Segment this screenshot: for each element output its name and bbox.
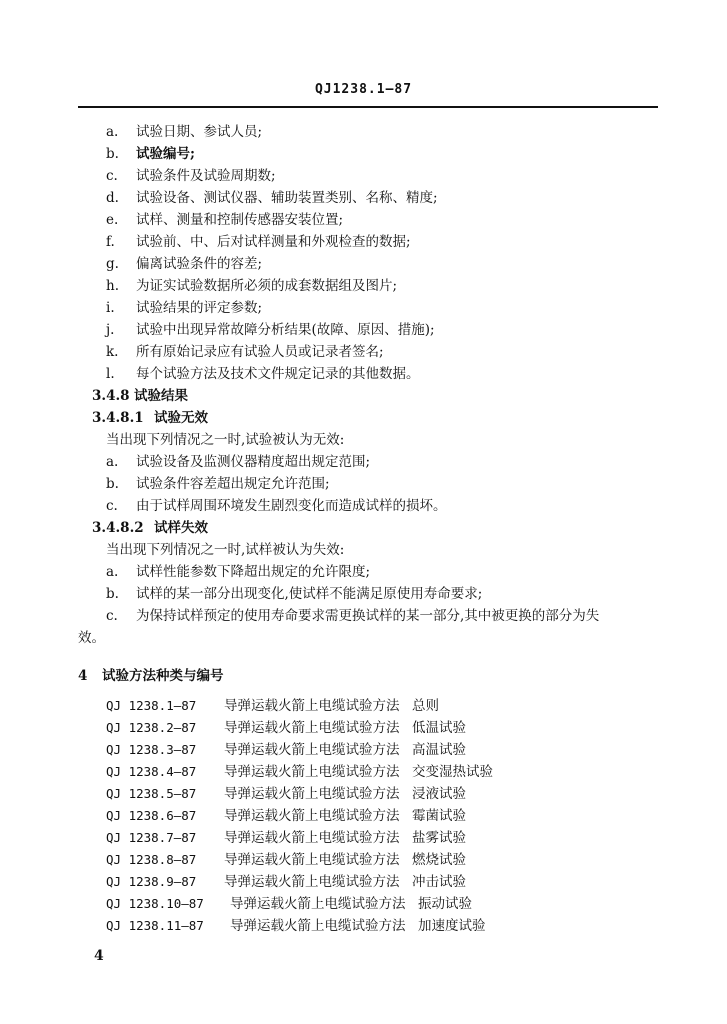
- section-intro: 当出现下列情况之一时,试验被认为无效:: [106, 432, 345, 448]
- section-heading-3-4-8: 3.4.8 试验结果: [92, 388, 188, 404]
- list-item: f. 试验前、中、后对试样测量和外观检查的数据;: [106, 234, 411, 250]
- standard-row: QJ 1238.2—87 导弹运载火箭上电缆试验方法 低温试验: [106, 720, 466, 736]
- standard-row: QJ 1238.1—87 导弹运载火箭上电缆试验方法 总则: [106, 698, 439, 714]
- standard-row: QJ 1238.4—87 导弹运载火箭上电缆试验方法 交变湿热试验: [106, 764, 493, 780]
- section-heading-3-4-8-2: 3.4.8.2 试样失效: [92, 520, 208, 536]
- list-item: h. 为证实试验数据所必须的成套数据组及图片;: [106, 278, 398, 294]
- section-heading-4: 4 试验方法种类与编号: [78, 668, 224, 684]
- standard-row: QJ 1238.8—87 导弹运载火箭上电缆试验方法 燃烧试验: [106, 852, 466, 868]
- list-item: j. 试验中出现异常故障分析结果(故障、原因、措施);: [106, 322, 435, 338]
- list-item: a. 试样性能参数下降超出规定的允许限度;: [106, 564, 371, 580]
- standard-row: QJ 1238.3—87 导弹运载火箭上电缆试验方法 高温试验: [106, 742, 466, 758]
- standard-row: QJ 1238.7—87 导弹运载火箭上电缆试验方法 盐雾试验: [106, 830, 466, 846]
- list-item: c. 试验条件及试验周期数;: [106, 168, 276, 184]
- page-number: 4: [94, 948, 104, 964]
- list-item: l. 每个试验方法及技术文件规定记录的其他数据。: [106, 366, 420, 382]
- standard-row: QJ 1238.5—87 导弹运载火箭上电缆试验方法 浸液试验: [106, 786, 466, 802]
- section-heading-3-4-8-1: 3.4.8.1 试验无效: [92, 410, 208, 426]
- standard-row: QJ 1238.9—87 导弹运载火箭上电缆试验方法 冲击试验: [106, 874, 466, 890]
- list-item: b. 试样的某一部分出现变化,使试样不能满足原使用寿命要求;: [106, 586, 483, 602]
- list-item: i. 试验结果的评定参数;: [106, 300, 263, 316]
- list-item: a. 试验日期、参试人员;: [106, 124, 263, 140]
- list-item: e. 试样、测量和控制传感器安装位置;: [106, 212, 344, 228]
- document-code: QJ1238.1—87: [314, 82, 413, 97]
- list-item: k. 所有原始记录应有试验人员或记录者签名;: [106, 344, 384, 360]
- standard-row: QJ 1238.6—87 导弹运载火箭上电缆试验方法 霉菌试验: [106, 808, 466, 824]
- header-rule: [78, 106, 658, 108]
- standard-row: QJ 1238.10—87 导弹运载火箭上电缆试验方法 振动试验: [106, 896, 472, 912]
- section-intro: 当出现下列情况之一时,试样被认为失效:: [106, 542, 345, 558]
- list-item: a. 试验设备及监测仪器精度超出规定范围;: [106, 454, 371, 470]
- list-item: c. 为保持试样预定的使用寿命要求需更换试样的某一部分,其中被更换的部分为失: [106, 608, 600, 624]
- list-item: c. 由于试样周围环境发生剧烈变化而造成试样的损坏。: [106, 498, 447, 514]
- list-item: g. 偏离试验条件的容差;: [106, 256, 263, 272]
- list-item: d. 试验设备、测试仪器、辅助装置类别、名称、精度;: [106, 190, 438, 206]
- list-item-continuation: 效。: [78, 630, 105, 646]
- standard-row: QJ 1238.11—87 导弹运载火箭上电缆试验方法 加速度试验: [106, 918, 486, 934]
- list-item: b. 试验编号;: [106, 146, 195, 162]
- list-item: b. 试验条件容差超出规定允许范围;: [106, 476, 330, 492]
